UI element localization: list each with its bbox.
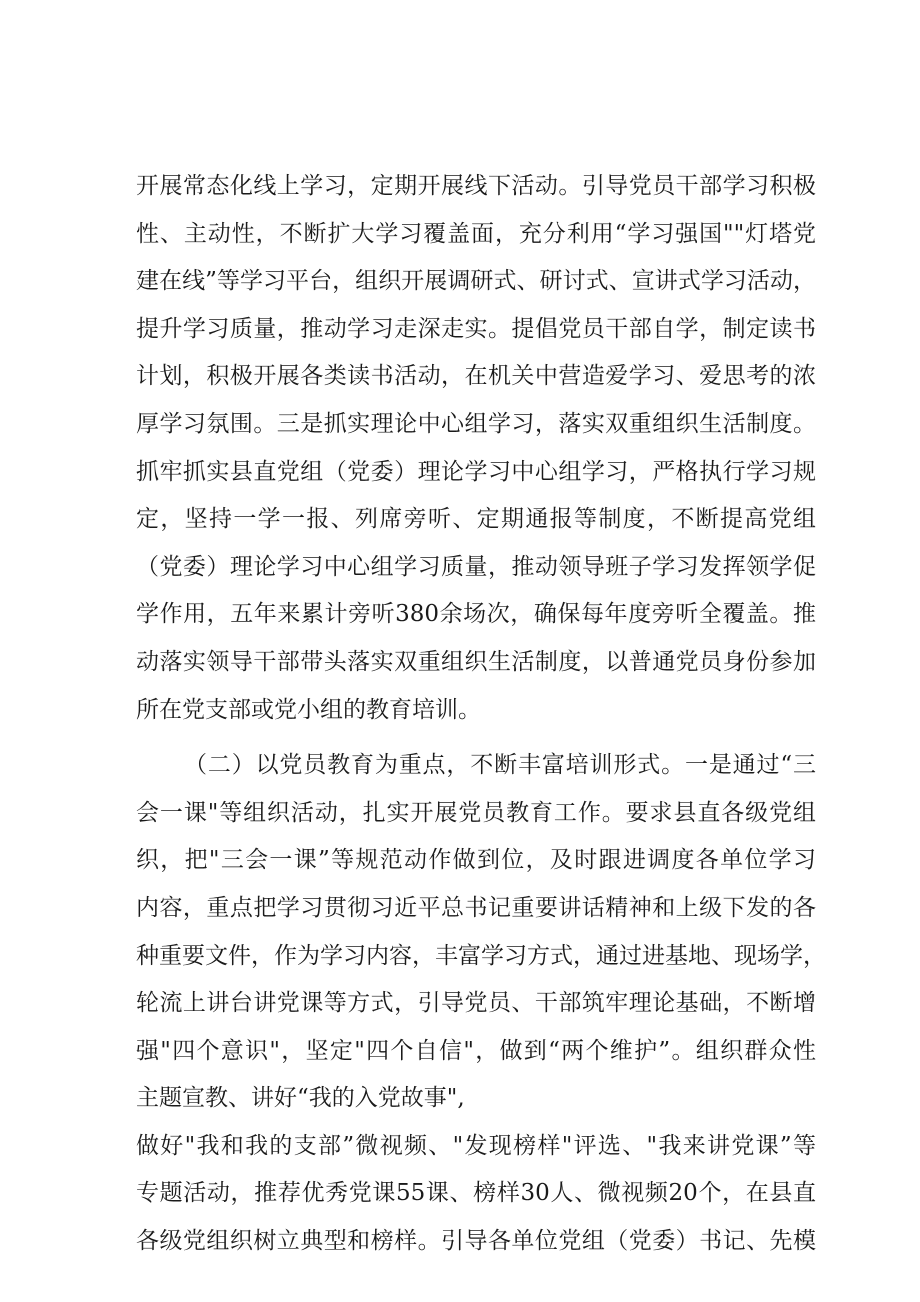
text-line: 做好"我和我的支部”微视频、"发现榜样"评选、"我来讲党课”等 [136,1132,816,1159]
text-line: 计划，积极开展各类读书活动，在机关中营造爱学习、爱思考的浓 [136,363,816,390]
paragraph-spacer [136,734,816,742]
text-line: 开展常态化线上学习，定期开展线下活动。引导党员干部学习积极 [136,173,816,199]
text-line: 专题活动，推荐优秀党课55课、榜样30人、微视频20个，在县直 [136,1180,816,1207]
text-line: 种重要文件，作为学习内容，丰富学习方式，通过进基地、现场学， [136,942,826,969]
text-line: 主题宣教、讲好“我的入党故事", [136,1085,465,1112]
text-line: 性、主动性，不断扩大学习覆盖面，充分利用“学习强国""灯塔党 [136,220,816,247]
text-line: 动落实领导干部带头落实双重组织生活制度，以普通党员身份参加 [136,648,816,675]
document-body [136,163,826,1266]
text-line: 所在党支部或党小组的教育培训。 [136,696,481,723]
text-line: 轮流上讲台讲党课等方式，引导党员、干部筑牢理论基础，不断增 [136,990,816,1017]
text-line: 抓牢抓实县直党组（党委）理论学习中心组学习，严格执行学习规 [136,458,816,485]
text-line: 厚学习氛围。三是抓实理论中心组学习，落实双重组织生活制度。 [136,410,816,437]
text-line: （党委）理论学习中心组学习质量，推动领导班子学习发挥领学促 [136,553,816,580]
paragraph-2 [136,742,826,1266]
text-line: 会一课"等组织活动，扎实开展党员教育工作。要求县直各级党组 [136,799,816,826]
text-line: 提升学习质量，推动学习走深走实。提倡党员干部自学，制定读书 [136,315,816,342]
text-line: 各级党组织树立典型和榜样。引导各单位党组（党委）书记、先模 [136,1228,816,1255]
text-line: 织，把"三会一课”等规范动作做到位，及时跟进调度各单位学习 [136,847,816,874]
text-line: （二）以党员教育为重点，不断丰富培训形式。一是通过“三 [184,752,816,779]
text-line: 学作用，五年来累计旁听380余场次，确保每年度旁听全覆盖。推 [136,601,816,628]
text-line: 定，坚持一学一报、列席旁听、定期通报等制度，不断提高党组 [136,506,816,533]
paragraph-1 [136,163,816,734]
text-line: 建在线”等学习平台，组织开展调研式、研讨式、宣讲式学习活动， [136,268,816,295]
text-line: 内容，重点把学习贯彻习近平总书记重要讲话精神和上级下发的各 [136,894,816,921]
text-line: 强"四个意识"，坚定"四个自信"，做到“两个维护”。组织群众性 [136,1037,816,1064]
